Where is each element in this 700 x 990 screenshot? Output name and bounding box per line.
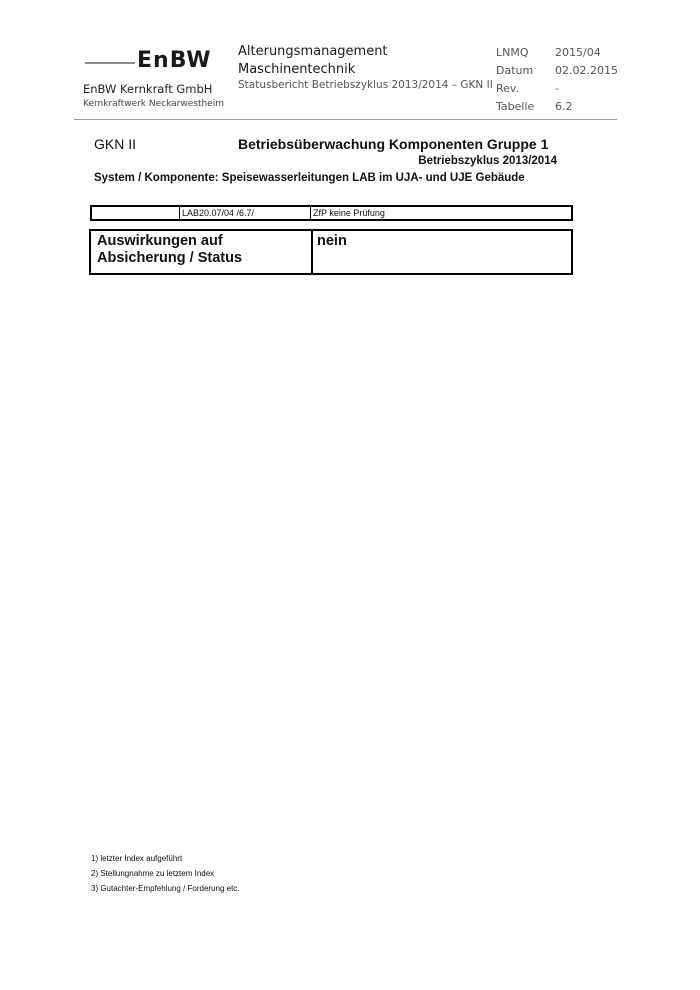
section-title: Betriebsüberwachung Komponenten Gruppe 1 xyxy=(238,136,549,152)
company-logo: EnBW xyxy=(137,48,212,73)
meta-key: Datum xyxy=(496,64,534,77)
logo-line xyxy=(85,62,135,64)
meta-value: 2015/04 xyxy=(555,46,601,59)
impact-table xyxy=(89,229,573,275)
meta-row xyxy=(496,98,615,116)
meta-value: 6.2 xyxy=(555,100,573,113)
meta-row xyxy=(496,44,615,62)
unit-label: GKN II xyxy=(94,136,137,152)
meta-value: - xyxy=(555,82,559,95)
component-table xyxy=(90,205,573,221)
system-label: System / Komponente: Speisewasserleitungen LAB im UJA- und UJE Gebäude xyxy=(94,172,525,184)
table-cell-inspection: ZfP keine Prüfung xyxy=(313,208,385,218)
meta-row xyxy=(496,62,618,80)
meta-key: Rev. xyxy=(496,82,520,95)
document-subtitle: Statusbericht Betriebszyklus 2013/2014 – GKN II xyxy=(238,79,493,91)
impact-value: nein xyxy=(317,233,347,249)
header-divider xyxy=(74,119,617,120)
table-cell xyxy=(92,207,180,219)
document-meta xyxy=(496,44,618,116)
meta-key: LNMQ xyxy=(496,46,529,59)
document-title xyxy=(238,43,388,79)
title-line-1: Alterungsmanagement xyxy=(238,44,388,59)
title-line-2: Maschinentechnik xyxy=(238,62,356,77)
impact-label: Auswirkungen auf Absicherung / Status xyxy=(91,231,313,273)
cycle-label: Betriebszyklus 2013/2014 xyxy=(418,155,557,167)
company-name: EnBW Kernkraft GmbH xyxy=(83,82,213,96)
footnotes xyxy=(91,851,240,896)
meta-value: 02.02.2015 xyxy=(555,64,618,77)
meta-row xyxy=(496,80,615,98)
footnote: 2) Stellungnahme zu letztem Index xyxy=(91,869,215,878)
footnote: 3) Gutachter-Empfehlung / Forderung etc. xyxy=(91,884,240,893)
footnote: 1) letzter Index aufgeführt xyxy=(91,854,183,863)
meta-key: Tabelle xyxy=(496,100,535,113)
plant-name: Kernkraftwerk Neckarwestheim xyxy=(83,99,224,109)
table-cell-reference: LAB20.07/04 /6.7/ xyxy=(180,207,311,219)
